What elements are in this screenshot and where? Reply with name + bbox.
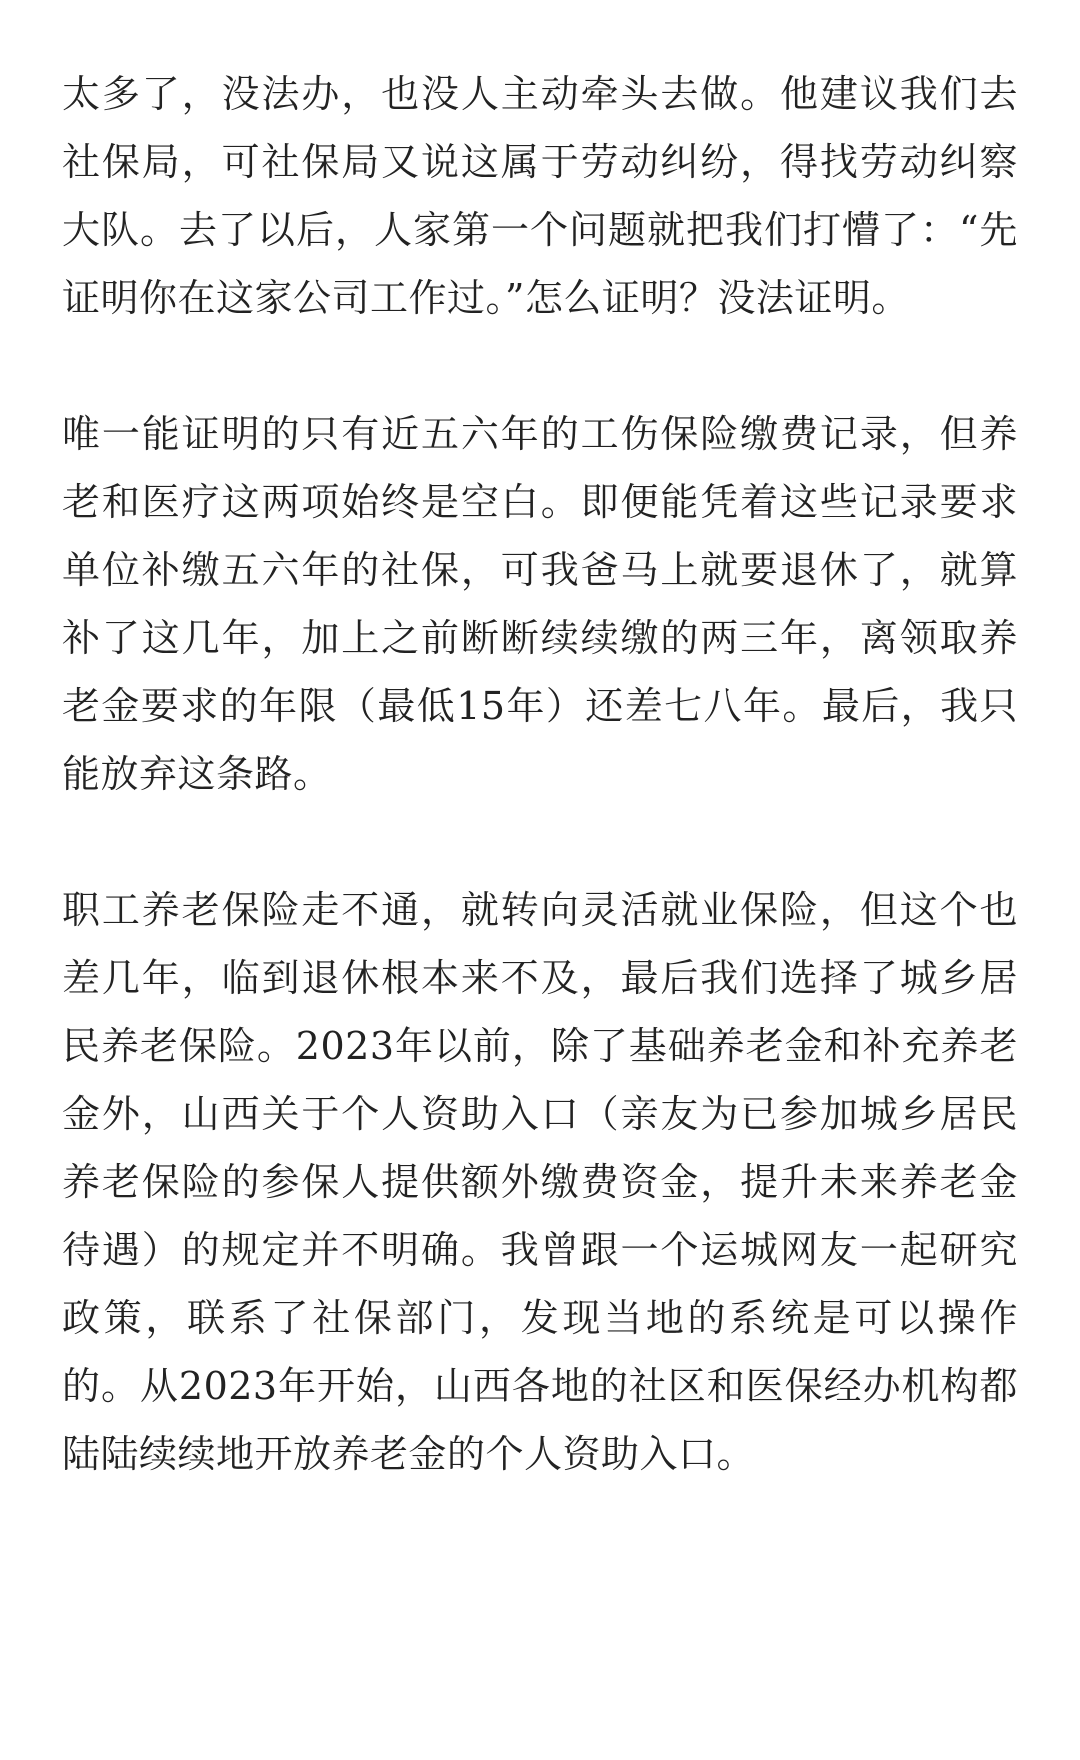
paragraph-1: 太多了，没法办，也没人主动牵头去做。他建议我们去社保局，可社保局又说这属于劳动纠纷，得找劳动纠察大队。去了以后，人家第一个问题就把我们打懵了：“先证明你在这家公司工作过。”怎么证明？没法证明。 <box>62 72 1018 320</box>
paragraph-3: 职工养老保险走不通，就转向灵活就业保险，但这个也差几年，临到退休根本来不及，最后我们选择了城乡居民养老保险。2023年以前，除了基础养老金和补充养老金外，山西关于个人资助入口（亲友为已参加城乡居民养老保险的参保人提供额外缴费资金，提升未来养老金待遇）的规定并不明确。我曾跟一个运城网友一起研究政策，联系了社保部门，发现当地的系统是可以操作的。从2023年开始，山西各地的社区和医保经办机构都陆陆续续地开放养老金的个人资助入口。 <box>62 888 1018 1476</box>
paragraph-2: 唯一能证明的只有近五六年的工伤保险缴费记录，但养老和医疗这两项始终是空白。即便能凭着这些记录要求单位补缴五六年的社保，可我爸马上就要退休了，就算补了这几年，加上之前断断续续缴的两三年，离领取养老金要求的年限（最低15年）还差七八年。最后，我只能放弃这条路。 <box>62 412 1018 796</box>
article-body <box>62 60 1018 1488</box>
